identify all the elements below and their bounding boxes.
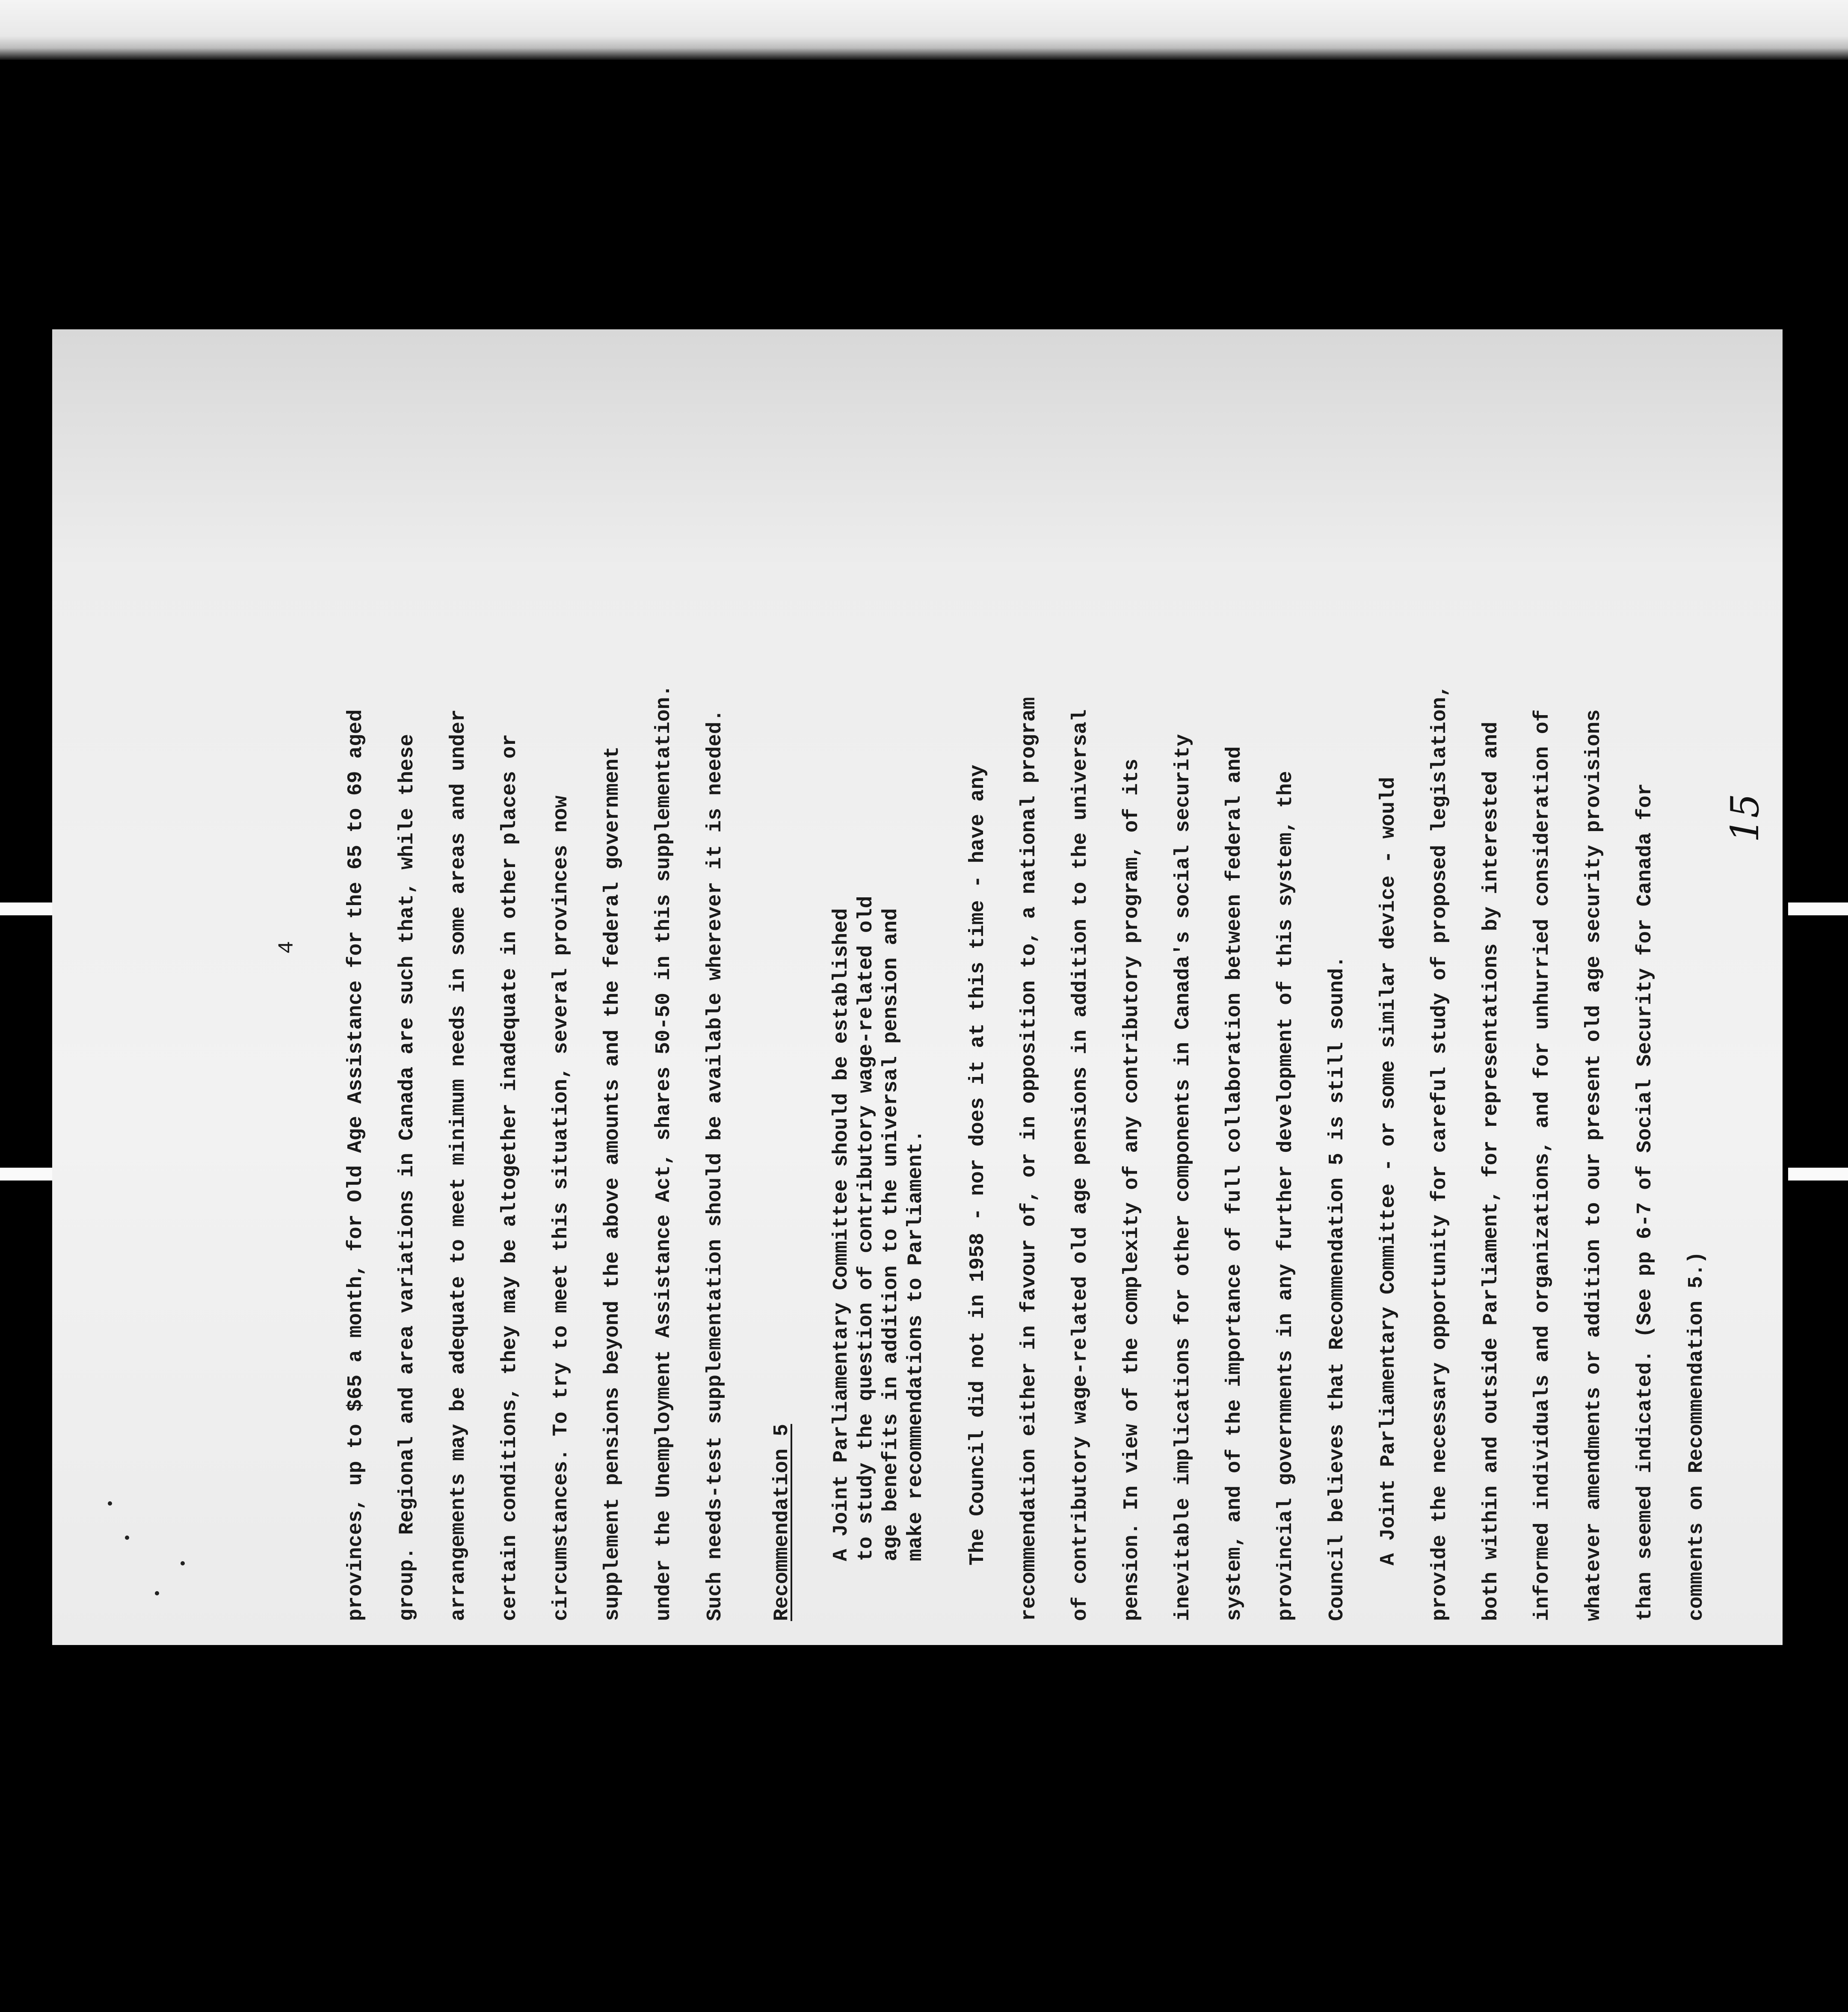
text-line: circumstances. To try to meet this situation, several provinces now	[550, 796, 573, 1621]
text-line: Council believes that Recommendation 5 is still sound.	[1326, 956, 1349, 1621]
text-line: provide the necessary opportunity for careful study of proposed legislation,	[1428, 684, 1451, 1621]
text-line: Such needs-test supplementation should be available wherever it is needed.	[704, 709, 727, 1621]
section-heading: Recommendation 5	[770, 1424, 794, 1621]
text-line: system, and of the importance of full collaboration between federal and	[1223, 746, 1246, 1621]
page-number: 4	[275, 941, 299, 954]
text-line: age benefits in addition to the universal pension and	[880, 908, 903, 1561]
text-line: whatever amendments or addition to our present old age security provisions	[1582, 709, 1605, 1621]
recommendation-block	[829, 381, 928, 1621]
text-line: pension. In view of the complexity of any contributory program, of its	[1120, 758, 1143, 1621]
text-line: comments on Recommendation 5.)	[1685, 1251, 1708, 1621]
film-top-band	[0, 0, 1848, 60]
text-line: group. Regional and area variations in Canada are such that, while these	[396, 734, 419, 1621]
text-line: arrangements may be adequate to meet minimum needs in some areas and under	[447, 709, 470, 1621]
document-page	[52, 329, 1783, 1645]
text-line: informed individuals and organizations, and for unhurried consideration of	[1531, 709, 1554, 1621]
text-line: to study the question of contributory wage-related old	[855, 896, 878, 1561]
text-line: A Joint Parliamentary Committee should be established	[830, 908, 853, 1561]
speck	[155, 1591, 159, 1595]
speck	[181, 1561, 185, 1565]
paragraph-3	[1363, 381, 1722, 1621]
paragraph-1	[330, 381, 741, 1621]
text-line: of contributory wage-related old age pensions in addition to the universal	[1069, 709, 1092, 1621]
text-line: provinces, up to $65 a month, for Old Age Assistance for the 65 to 69 aged	[344, 709, 367, 1621]
text-line: recommendation either in favour of, or in opposition to, a national program	[1018, 697, 1041, 1621]
handwritten-page-number: 15	[1722, 793, 1768, 843]
text-line: both within and outside Parliament, for representations by interested and	[1480, 722, 1503, 1621]
text-line: than seemed indicated. (See pp 6-7 of Social Security for Canada for	[1634, 783, 1657, 1621]
speck	[125, 1536, 129, 1540]
film-edge-mark-right-upper	[1788, 902, 1848, 915]
text-line: under the Unemployment Assistance Act, shares 50-50 in this supplementation.	[652, 684, 675, 1621]
text-line: certain conditions, they may be altogether inadequate in other places or	[498, 734, 521, 1621]
text-line: supplement pensions beyond the above amounts and the federal government	[601, 746, 624, 1621]
text-line: The Council did not in 1958 - nor does it at this time - have any	[966, 764, 989, 1565]
text-line: provincial governments in any further development of this system, the	[1274, 771, 1297, 1621]
film-edge-mark-right-lower	[1788, 1168, 1848, 1181]
speck	[108, 1501, 112, 1506]
text-line: inevitable implications for other components in Canada's social security	[1172, 734, 1195, 1621]
paragraph-2	[952, 381, 1363, 1621]
text-line: A Joint Parliamentary Committee - or some similar device - would	[1377, 777, 1400, 1565]
rotated-text-block	[275, 381, 1708, 1621]
text-line: make recommendations to Parliament.	[904, 1130, 927, 1561]
